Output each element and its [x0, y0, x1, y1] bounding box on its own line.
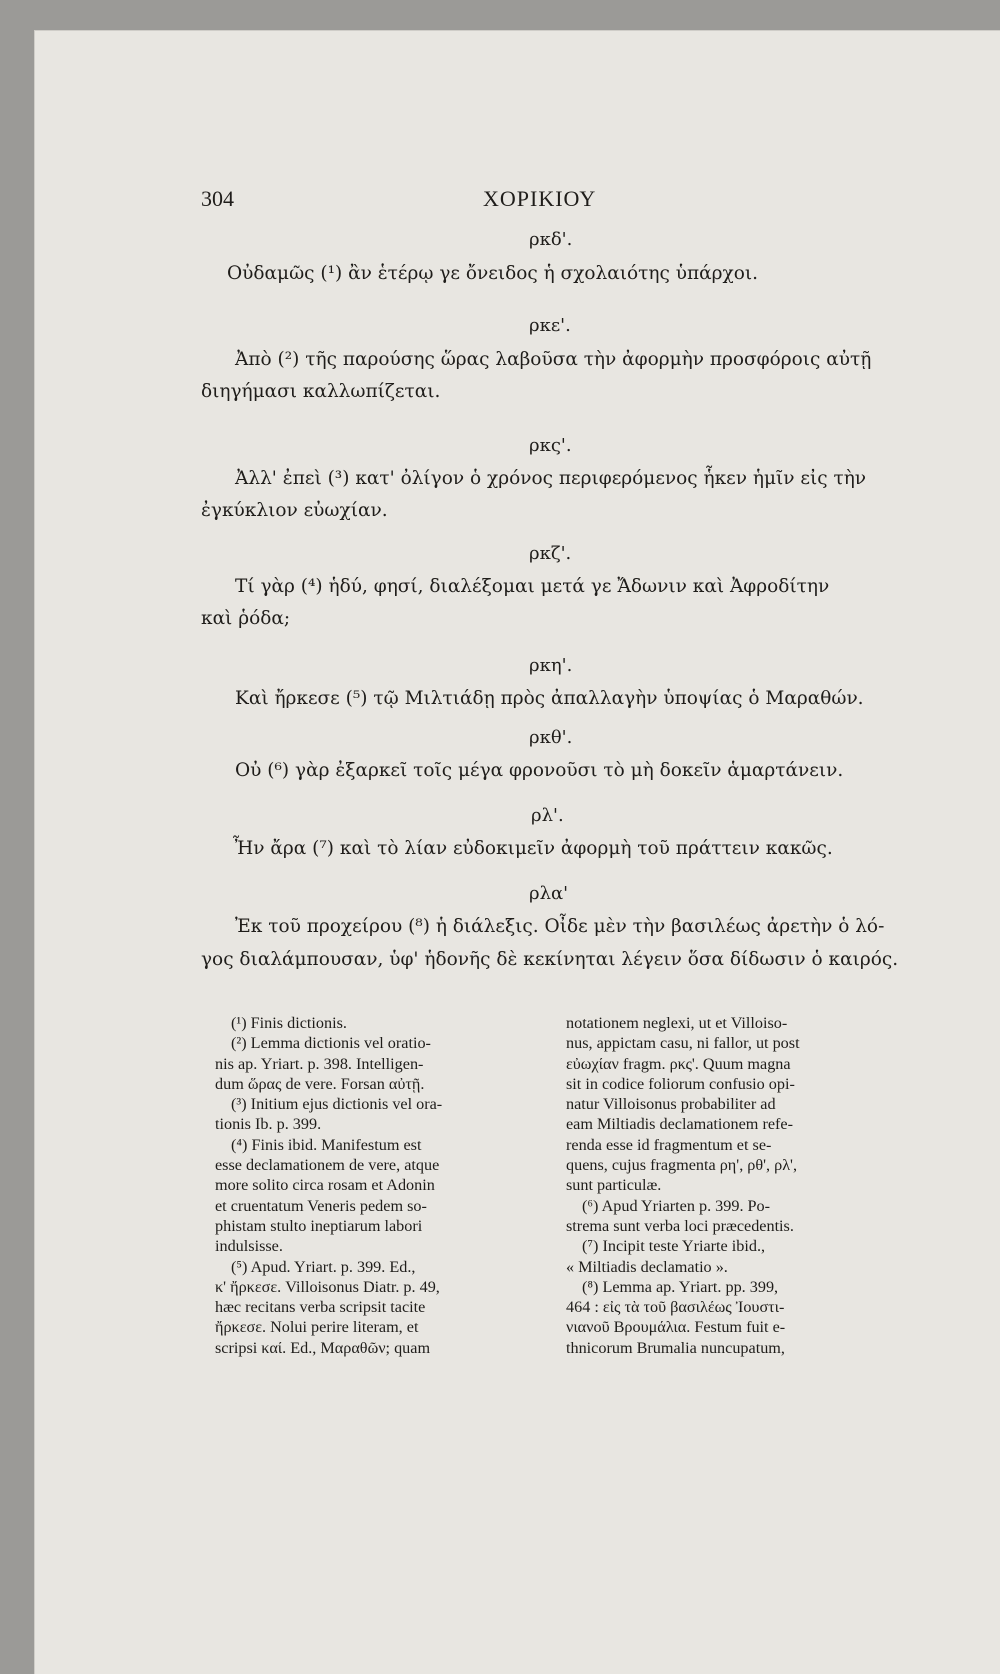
text-line: Ἀλλ' ἐπεὶ (³) κατ' ὀλίγον ὁ χρόνος περιφερόμενος ἧκεν ἡμῖν εἰς τὴν — [235, 468, 867, 489]
footnote-line: 464 : εἰς τὰ τοῦ βασιλέως Ἰουστι- — [566, 1298, 785, 1317]
footnote-line: (⁶) Apud Yriarten p. 399. Po- — [582, 1196, 771, 1215]
footnote-line: (¹) Finis dictionis. — [231, 1014, 347, 1032]
footnote-line: strema sunt verba loci præcedentis. — [566, 1216, 794, 1235]
footnote-line: sit in codice foliorum confusio opi- — [566, 1074, 795, 1093]
footnote-line: et cruentatum Veneris pedem so- — [215, 1196, 427, 1215]
section-marker: ρκζ'. — [529, 543, 572, 564]
footnote-line: more solito circa rosam et Adonin — [215, 1176, 435, 1195]
footnote-line: phistam stulto ineptiarum labori — [215, 1216, 423, 1235]
section-marker: ρκθ'. — [529, 727, 573, 748]
footnote-line: eam Miltiadis declamationem refe- — [566, 1115, 793, 1134]
footnote-line: esse declamationem de vere, atque — [215, 1156, 440, 1175]
footnote-line: notationem neglexi, ut et Villoiso- — [566, 1014, 788, 1032]
footnote-line: νιανοῦ Βρουμάλια. Festum fuit e- — [566, 1318, 786, 1337]
footnote-line: (⁴) Finis ibid. Manifestum est — [231, 1135, 422, 1154]
text-line: ἐγκύκλιον εὐωχίαν. — [201, 500, 388, 521]
footnote-line: ἤρκεσε. Nolui perire literam, et — [215, 1318, 419, 1337]
footnote-line: renda esse id fragmentum et se- — [566, 1135, 772, 1154]
footnote-line: sunt particulæ. — [566, 1176, 662, 1195]
text-line: Καὶ ἤρκεσε (⁵) τῷ Μιλτιάδῃ πρὸς ἀπαλλαγὴν ὑποψίας ὁ Μαραθών. — [235, 688, 864, 709]
footnote-line: (³) Initium ejus dictionis vel ora- — [231, 1095, 443, 1114]
footnote-line: « Miltiadis declamatio ». — [566, 1257, 728, 1276]
text-line: Τί γὰρ (⁴) ἡδύ, φησί, διαλέξομαι μετά γε Ἄδωνιν καὶ Ἀφροδίτην — [235, 576, 830, 597]
text-line: Ἀπὸ (²) τῆς παρούσης ὥρας λαβοῦσα τὴν ἀφορμὴν προσφόροις αὐτῇ — [235, 349, 872, 370]
footnote-line: tionis Ib. p. 399. — [215, 1115, 322, 1134]
footnote-line: natur Villoisonus probabiliter ad — [566, 1095, 776, 1114]
footnote-line: εὐωχίαν fragm. ρκς'. Quum magna — [566, 1054, 791, 1073]
footnote-line: thnicorum Brumalia nuncupatum, — [566, 1338, 785, 1357]
text-line: Ἦν ἄρα (⁷) καὶ τὸ λίαν εὐδοκιμεῖν ἀφορμὴ τοῦ πράττειν κακῶς. — [233, 838, 833, 859]
text-line: γος διαλάμπουσαν, ὑφ' ἡδονῆς δὲ κεκίνηται λέγειν ὅσα δίδωσιν ὁ καιρός. — [201, 949, 899, 970]
page-number: 304 — [201, 186, 234, 211]
text-line: διηγήμασι καλλωπίζεται. — [201, 381, 441, 402]
section-marker: ρκε'. — [529, 315, 571, 336]
text-line: Ἐκ τοῦ προχείρου (⁸) ἡ διάλεξις. Οἶδε μὲν τὴν βασιλέως ἀρετὴν ὁ λό- — [235, 916, 885, 937]
section-marker: ρκς'. — [529, 435, 572, 456]
footnotes-left-column — [215, 1013, 545, 1358]
section-marker: ρλ'. — [531, 805, 564, 826]
footnote-line: scripsi καί. Ed., Μαραθῶν; quam — [215, 1338, 431, 1357]
footnote-line: indulsisse. — [215, 1237, 283, 1256]
running-title: ΧΟΡΙΚΙΟΥ — [483, 186, 597, 211]
footnote-line: (⁸) Lemma ap. Yriart. pp. 399, — [582, 1277, 779, 1296]
section-marker: ρκδ'. — [529, 229, 573, 250]
footnote-line: (⁵) Apud. Yriart. p. 399. Ed., — [231, 1257, 416, 1276]
footnote-line: hæc recitans verba scripsit tacite — [215, 1298, 426, 1317]
text-line: καὶ ῥόδα; — [201, 608, 291, 629]
footnote-line: dum ὥρας de vere. Forsan αὐτῇ. — [215, 1074, 425, 1093]
section-marker: ρκη'. — [529, 655, 573, 676]
text-line: Οὐ (⁶) γὰρ ἐξαρκεῖ τοῖς μέγα φρονοῦσι τὸ μὴ δοκεῖν ἁμαρτάνειν. — [235, 760, 844, 781]
footnote-line: quens, cujus fragmenta ρη', ρθ', ρλ', — [566, 1156, 798, 1175]
footnote-line: nis ap. Yriart. p. 398. Intelligen- — [215, 1054, 424, 1073]
text-line: Οὐδαμῶς (¹) ἂν ἑτέρῳ γε ὄνειδος ἡ σχολαιότης ὑπάρχοι. — [227, 263, 758, 284]
footnote-line: κ' ἤρκεσε. Villoisonus Diatr. p. 49, — [215, 1277, 440, 1296]
footnote-line: (²) Lemma dictionis vel oratio- — [231, 1034, 431, 1053]
footnotes-right-column — [566, 1013, 896, 1358]
footnote-line: (⁷) Incipit teste Yriarte ibid., — [582, 1237, 766, 1256]
book-page — [34, 30, 1000, 1674]
footnote-line: nus, appictam casu, ni fallor, ut post — [566, 1034, 800, 1053]
section-marker: ρλα' — [529, 883, 569, 904]
